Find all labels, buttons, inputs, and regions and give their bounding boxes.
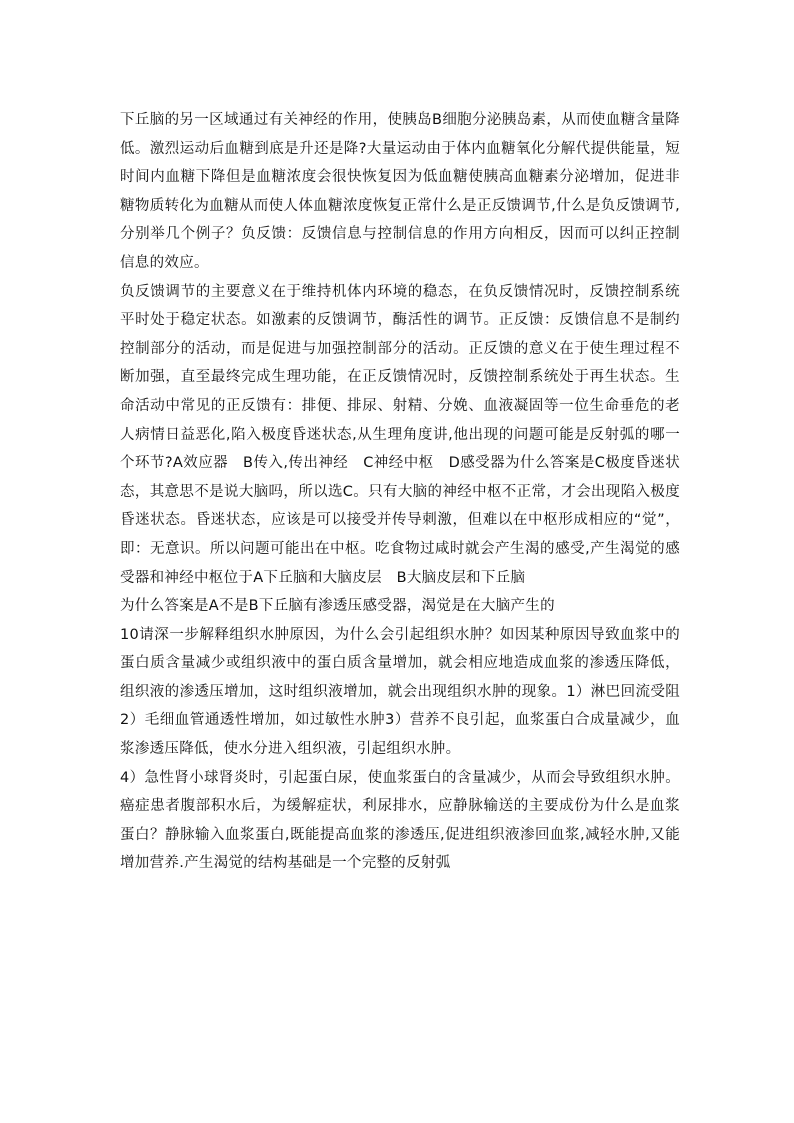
- paragraph-5: 4）急性肾小球肾炎时，引起蛋白尿，使血浆蛋白的含量减少，从而会导致组织水肿。癌症患者腹部积水后，为缓解症状，利尿排水，应静脉输送的主要成份为什么是血浆蛋白？静脉输入血浆蛋白,既能提高血浆的渗透压,促进组织液渗回血浆,减轻水肿,又能增加营养.产生渴觉的结构基础是一个完整的反射弧: [120, 769, 680, 872]
- paragraph-3: 为什么答案是A不是B下丘脑有渗透压感受器，渴觉是在大脑产生的: [120, 598, 555, 615]
- document-body: [120, 106, 680, 878]
- paragraph-1: 下丘脑的另一区域通过有关神经的作用，使胰岛B细胞分泌胰岛素，从而使血糖含量降低。激烈运动后血糖到底是升还是降?大量运动由于体内血糖氧化分解代提供能量，短时间内血糖下降但是血糖浓度会很快恢复因为低血糖使胰高血糖素分泌增加，促进非糖物质转化为血糖从而使人体血糖浓度恢复正常什么是正反馈调节,什么是负反馈调节,分别举几个例子？负反馈：反馈信息与控制信息的作用方向相反，因而可以纠正控制信息的效应。: [120, 112, 680, 271]
- paragraph-2: 负反馈调节的主要意义在于维持机体内环境的稳态，在负反馈情况时，反馈控制系统平时处于稳定状态。如激素的反馈调节，酶活性的调节。正反馈：反馈信息不是制约控制部分的活动，而是促进与加强控制部分的活动。正反馈的意义在于使生理过程不断加强，直至最终完成生理功能，在正反馈情况时，反馈控制系统处于再生状态。生命活动中常见的正反馈有：排便、排尿、射精、分娩、血液凝固等一位生命垂危的老人病情日益恶化,陷入极度昏迷状态,从生理角度讲,他出现的问题可能是反射弧的哪一个环节?A效应器 B传入,传出神经 C神经中枢 D感受器为什么答案是C极度昏迷状态，其意思不是说大脑吗，所以选C。只有大脑的神经中枢不正常，才会出现陷入极度昏迷状态。昏迷状态，应该是可以接受并传导刺激，但难以在中枢形成相应的“觉”，即：无意识。所以问题可能出在中枢。吃食物过咸时就会产生渴的感受,产生渴觉的感受器和神经中枢位于A下丘脑和大脑皮层 B大脑皮层和下丘脑: [120, 283, 680, 586]
- paragraph-4: 10请深一步解释组织水肿原因，为什么会引起组织水肿？如因某种原因导致血浆中的蛋白质含量减少或组织液中的蛋白质含量增加，就会相应地造成血浆的渗透压降低，组织液的渗透压增加，这时组织液增加，就会出现组织水肿的现象。1）淋巴回流受阻2）毛细血管通透性增加，如过敏性水肿3）营养不良引起，血浆蛋白合成量减少，血浆渗透压降低，使水分进入组织液，引起组织水肿。: [120, 626, 680, 758]
